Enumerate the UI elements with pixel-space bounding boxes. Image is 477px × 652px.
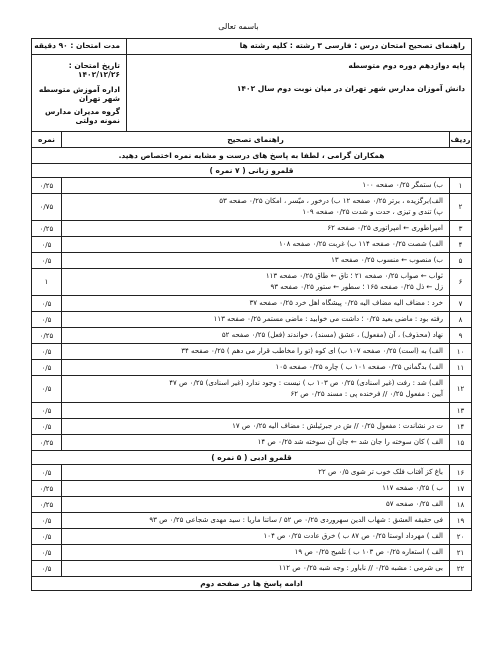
question-score: ۰/۲۵: [32, 221, 62, 236]
answer-line: الف) شصت ۰/۲۵ صفحه ۱۱۴ ب) غربت ۰/۲۵ صفحه ۱۰۸: [279, 240, 443, 248]
question-score: ۰/۲۵: [32, 497, 62, 512]
answer-line: الف ) کان سوخته را جان شد ← جان آن سوخته شد ۰/۲۵ ص ۱۴: [257, 438, 443, 446]
answer-text: [62, 497, 449, 512]
question-number: ۹: [449, 328, 471, 343]
header-office: اداره آموزش متوسطه شهر تهران: [38, 85, 120, 103]
question-number: ۴: [449, 237, 471, 252]
question-number: ۱۴: [449, 419, 471, 434]
answer-sheet: [31, 38, 472, 591]
answer-text: [62, 296, 449, 311]
question-number: ۱۳: [449, 403, 471, 418]
answer-line: فی حقیقه العشق : شهاب الدین سهروردی ۰/۲۵ ص ۵۲ / ساتنا ماریا : سید مهدی شجاعی ۰/۲۵ ص ۹۳: [149, 516, 443, 524]
header-date: تاریخ امتحان : ۱۴۰۲/۱۲/۲۶: [68, 61, 120, 79]
footer-note: ادامه پاسخ ها در صفحه دوم: [32, 576, 471, 590]
question-number: ۱: [449, 178, 471, 193]
question-number: ۱۱: [449, 360, 471, 375]
question-score: ۰/۵: [32, 296, 62, 311]
question-row: [32, 221, 471, 237]
answer-line: آیین : مفعول ۰/۲۵ // فرخنده پی : مسند ۰/۲۵ ص ۶۲: [290, 390, 443, 398]
answer-line: بی شرمی : مشبه ۰/۲۵ // ناباور : وجه شبه ۰/۲۵ ص ۱۱۲: [278, 564, 443, 572]
answer-text: [62, 237, 449, 252]
question-row: [32, 360, 471, 376]
answer-text: [62, 221, 449, 236]
question-number: ۱۲: [449, 376, 471, 402]
questions-literary: [32, 465, 471, 576]
column-header-row: [32, 132, 471, 148]
header-students-line: دانش آموزان مدارس شهر تهران در میان نوبت دوم سال ۱۴۰۲: [236, 84, 465, 93]
col-score: نمره: [32, 132, 62, 147]
section-literary: قلمرو ادبی ( ۵ نمره ): [32, 451, 471, 465]
question-score: ۰/۲۵: [32, 435, 62, 450]
question-number: ۳: [449, 221, 471, 236]
question-score: ۰/۵: [32, 513, 62, 528]
answer-text: [62, 360, 449, 375]
question-number: ۱۶: [449, 465, 471, 480]
answer-line: امپراطوری ← امپراتوری ۰/۲۵ صفحه ۶۲: [327, 224, 443, 232]
answer-line: باغ کز آفتاب فلک خوب تر شوی ۰/۵ ص ۲۲: [318, 468, 443, 476]
answer-line: الف ) استعاره ۰/۲۵ ص ۱۰۳ ب ) تلمیح ۰/۲۵ ص ۱۹: [294, 548, 443, 556]
exam-header: [32, 39, 471, 132]
question-number: ۸: [449, 312, 471, 327]
question-number: ۱۵: [449, 435, 471, 450]
answer-line: الف ) مهرداد اوستا ۰/۲۵ ص ۸۷ ب ) خرق عادت ۰/۲۵ ص ۱۰۴: [263, 532, 443, 540]
question-row: [32, 465, 471, 481]
answer-line: الف) به (است) ۰/۲۵ صفحه ۱۰۷ ب) ای کوه (تو را مخاطب قرار می دهم ) ۰/۲۵ صفحه ۳۴: [181, 347, 443, 355]
question-score: ۰/۵: [32, 237, 62, 252]
question-score: ۰/۵: [32, 312, 62, 327]
question-score: ۰/۷۵: [32, 194, 62, 220]
question-row: [32, 269, 471, 296]
answer-line: ت در نشاندت : مفعول ۰/۲۵ // ش در جبرئیلش : مضاف الیه ۰/۲۵ ص ۱۷: [232, 422, 443, 430]
answer-line: الف ۰/۲۵ صفحه ۵۷: [386, 500, 443, 508]
page-title: باسمه تعالی: [218, 22, 259, 31]
answer-text: [62, 465, 449, 480]
question-score: ۰/۵: [32, 403, 62, 418]
question-row: [32, 194, 471, 221]
header-grade-line: پایه دوازدهم دوره دوم متوسطه: [348, 61, 465, 70]
header-duration: مدت امتحان : ۹۰ دقیقه: [32, 41, 126, 55]
answer-line: الف)برگزیده ، برتر ۰/۲۵ صفحه ۱۲ ب) درخور ، میّسر ، امکان ۰/۲۵ صفحه ۵۳: [219, 197, 443, 205]
answer-text: [62, 312, 449, 327]
answer-line: ب ) ۰/۲۵ صفحه ۱۱۷: [382, 484, 443, 492]
answer-line: خرد : مضاف الیه مضاف الیه ۰/۲۵ پیشگاه اهل خرد ۰/۲۵ صفحه ۳۷: [249, 299, 443, 307]
question-row: [32, 529, 471, 545]
col-radif: ردیف: [449, 132, 471, 147]
question-number: ۱۰: [449, 344, 471, 359]
question-number: ۲۲: [449, 561, 471, 576]
answer-line: الف) بدگمانی ۰/۲۵ صفحه ۱۰۱ ب ) چاره ۰/۲۵ صفحه ۱۰۵: [275, 363, 443, 371]
question-score: ۰/۲۵: [32, 178, 62, 193]
question-row: [32, 403, 471, 419]
question-score: ۰/۵: [32, 465, 62, 480]
question-number: ۱۷: [449, 481, 471, 496]
question-number: ۲: [449, 194, 471, 220]
question-row: [32, 419, 471, 435]
answer-text: [62, 513, 449, 528]
question-score: ۰/۲۵: [32, 481, 62, 496]
answer-text: [62, 419, 449, 434]
answer-line: رفته بود : ماضی بعید ۰/۲۵ ؛ داشت می خوابید : ماضی مستمر ۰/۲۵ صفحه ۱۱۳: [213, 315, 443, 323]
question-score: ۱: [32, 269, 62, 295]
answer-line: ب) منصوب ← منسوب ۰/۲۵ صفحه ۱۳: [331, 256, 443, 264]
question-number: ۵: [449, 253, 471, 268]
answer-text: [62, 545, 449, 560]
answer-line: ثواب ← صواب ۰/۲۵ صفحه ۲۱ ؛ تاق ← طاق ۰/۲۵ صفحه ۱۱۳: [265, 272, 443, 280]
question-score: ۰/۲۵: [32, 328, 62, 343]
col-guide: راهنمای تصحیح: [227, 135, 284, 144]
question-row: [32, 328, 471, 344]
header-group: گروه مدیران مدارس نمونه دولتی: [45, 107, 120, 125]
question-number: ۱۸: [449, 497, 471, 512]
question-row: [32, 513, 471, 529]
question-score: ۰/۵: [32, 376, 62, 402]
question-score: ۰/۵: [32, 561, 62, 576]
answer-text: [62, 269, 449, 295]
answer-text: [62, 481, 449, 496]
question-score: ۰/۵: [32, 529, 62, 544]
question-number: ۲۱: [449, 545, 471, 560]
question-row: [32, 237, 471, 253]
answer-text: [62, 561, 449, 576]
question-score: ۰/۵: [32, 545, 62, 560]
question-number: ۱۹: [449, 513, 471, 528]
answer-text: [62, 403, 449, 418]
answer-text: [62, 253, 449, 268]
answer-line: پ) تندی و تیزی ، حدت و شدت ۰/۲۵ صفحه ۱۰۹: [302, 208, 443, 216]
answer-text: [62, 194, 449, 220]
question-row: [32, 497, 471, 513]
question-row: [32, 178, 471, 194]
question-row: [32, 481, 471, 497]
question-score: ۰/۵: [32, 419, 62, 434]
question-row: [32, 296, 471, 312]
question-score: ۰/۵: [32, 344, 62, 359]
section-linguistic: قلمرو زبانی ( ۷ نمره ): [32, 164, 471, 178]
answer-text: [62, 344, 449, 359]
answer-text: [62, 178, 449, 193]
question-row: [32, 545, 471, 561]
header-course-line: راهنمای تصحیح امتحان درس : فارسی ۳ رشته : کلیه رشته ها: [127, 41, 471, 55]
header-right: [127, 39, 471, 131]
answer-text: [62, 376, 449, 402]
answer-line: نهاد (محذوف) ، آن (مفعول) ، عشق (مسند) ، خواندند (فعل) ۰/۲۵ صفحه ۵۲: [221, 331, 443, 339]
question-score: ۰/۵: [32, 253, 62, 268]
question-number: ۲۰: [449, 529, 471, 544]
answer-text: [62, 529, 449, 544]
question-row: [32, 376, 471, 403]
intro-note: همکاران گرامی ، لطفا به پاسخ های درست و مشابه نمره اختصاص دهید.: [32, 148, 471, 164]
questions-linguistic: [32, 178, 471, 451]
answer-line: زل ← ذل ۰/۲۵ صفحه ۱۶۵ ؛ سطور ← ستور ۰/۲۵ صفحه ۹۳: [270, 283, 443, 291]
question-number: ۷: [449, 296, 471, 311]
answer-line: ب) ستمگر ۰/۲۵ صفحه ۱۰۰: [362, 181, 443, 189]
question-row: [32, 344, 471, 360]
question-row: [32, 253, 471, 269]
question-number: ۶: [449, 269, 471, 295]
question-score: ۰/۵: [32, 360, 62, 375]
question-row: [32, 312, 471, 328]
answer-line: الف) شد : رفت (غیر اسنادی) ۰/۲۵ ص ۱۰۳ ب ) نیست : وجود ندارد (غیر اسنادی) ۰/۲۵ ص ۴۷: [169, 379, 443, 387]
answer-text: [62, 328, 449, 343]
question-row: [32, 435, 471, 451]
answer-text: [62, 435, 449, 450]
header-left: [32, 39, 127, 131]
question-row: [32, 561, 471, 576]
